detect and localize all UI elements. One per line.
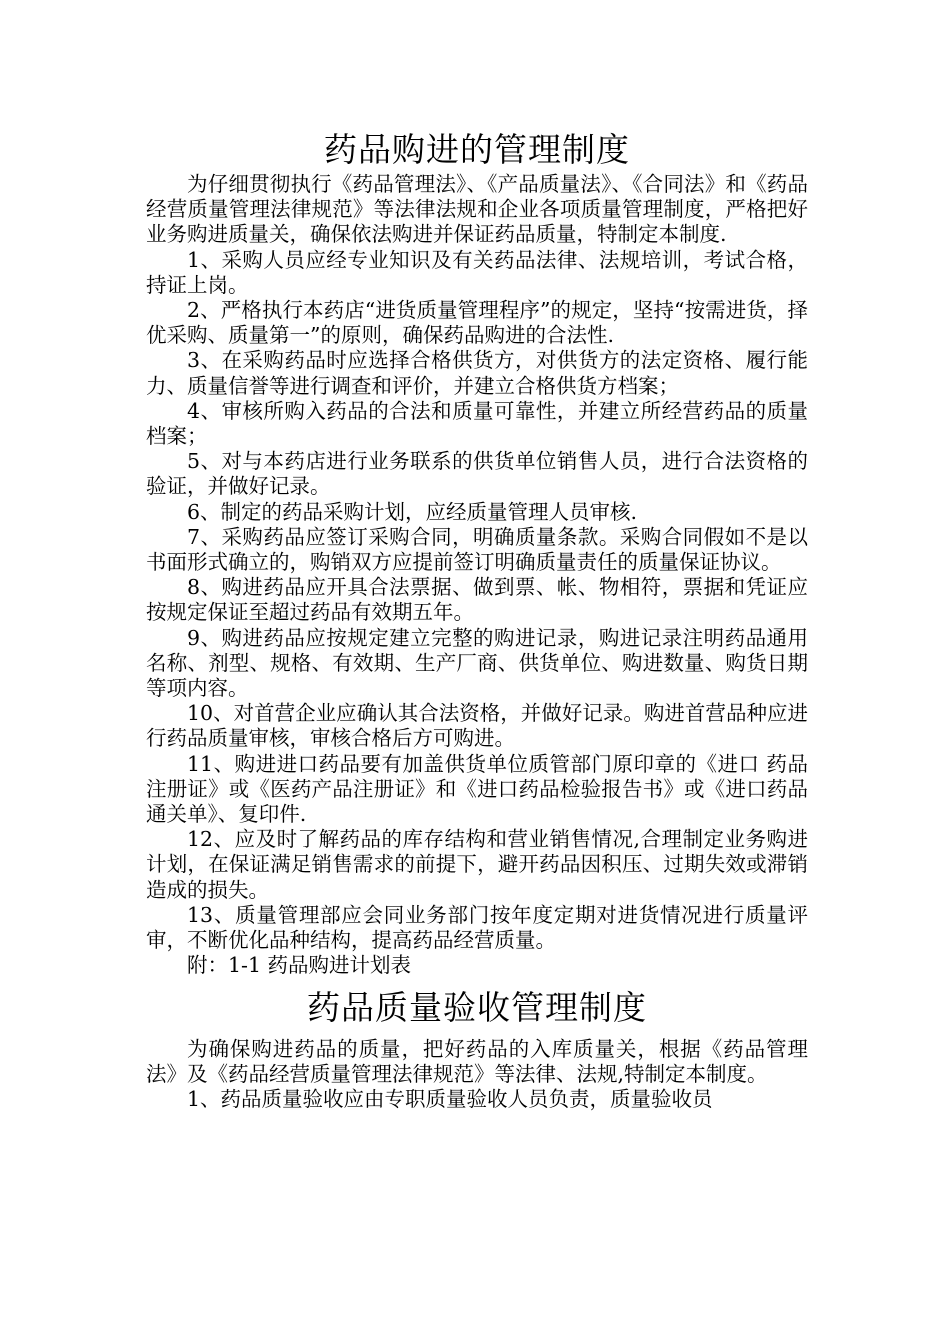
section-title: 药品购进的管理制度 <box>324 130 630 169</box>
section-body <box>146 172 808 979</box>
paragraph: 11、购进进口药品要有加盖供货单位质管部门原印章的《进口 药品注册证》或《医药产品注册证》和《进口药品检验报告书》或《进口药品通关单》、复印件. <box>146 751 808 827</box>
paragraph: 为确保购进药品的质量，把好药品的入库质量关，根据《药品管理法》及《药品经营质量管理法律规范》等法律、法规,特制定本制度。 <box>146 1036 808 1086</box>
paragraph: 1、采购人员应经专业知识及有关药品法律、法规培训，考试合格，持证上岗。 <box>146 247 808 297</box>
paragraph: 3、在采购药品时应选择合格供货方，对供货方的法定资格、履行能力、质量信誉等进行调查和评价，并建立合格供货方档案； <box>146 348 808 398</box>
paragraph: 2、严格执行本药店“进货质量管理程序”的规定，坚持“按需进货，择优采购、质量第一”的原则，确保药品购进的合法性. <box>146 298 808 348</box>
paragraph: 8、购进药品应开具合法票据、做到票、帐、物相符，票据和凭证应按规定保证至超过药品有效期五年。 <box>146 575 808 625</box>
paragraph: 7、采购药品应签订采购合同，明确质量条款。采购合同假如不是以书面形式确立的，购销双方应提前签订明确质量责任的质量保证协议。 <box>146 524 808 575</box>
document-page <box>146 0 808 1112</box>
appendix-note: 附：1-1 药品购进计划表 <box>187 953 412 978</box>
paragraph: 4、审核所购入药品的合法和质量可靠性，并建立所经营药品的质量档案； <box>146 398 808 449</box>
paragraph: 12、应及时了解药品的库存结构和营业销售情况,合理制定业务购进计划，在保证满足销售需求的前提下，避开药品因积压、过期失效或滞销造成的损失。 <box>146 827 808 902</box>
section-title: 药品质量验收管理制度 <box>307 987 647 1027</box>
paragraph: 5、对与本药店进行业务联系的供货单位销售人员，进行合法资格的验证，并做好记录。 <box>146 449 808 499</box>
paragraph: 13、质量管理部应会同业务部门按年度定期对进货情况进行质量评审，不断优化品种结构，提高药品经营质量。 <box>146 902 808 953</box>
paragraph: 10、对首营企业应确认其合法资格，并做好记录。购进首营品种应进行药品质量审核，审核合格后方可购进。 <box>146 701 808 751</box>
section-body <box>146 1037 808 1113</box>
paragraph: 6、制定的药品采购计划，应经质量管理人员审核. <box>187 499 638 524</box>
paragraph: 1、药品质量验收应由专职质量验收人员负责，质量验收员 <box>187 1086 713 1111</box>
paragraph: 9、购进药品应按规定建立完整的购进记录，购进记录注明药品通用名称、剂型、规格、有效期、生产厂商、供货单位、购进数量、购货日期等项内容。 <box>146 625 808 701</box>
paragraph: 为仔细贯彻执行《药品管理法》、《产品质量法》、《合同法》和《药品经营质量管理法律规范》等法律法规和企业各项质量管理制度，严格把好业务购进质量关，确保依法购进并保证药品质量，特制定本制度. <box>146 172 808 247</box>
